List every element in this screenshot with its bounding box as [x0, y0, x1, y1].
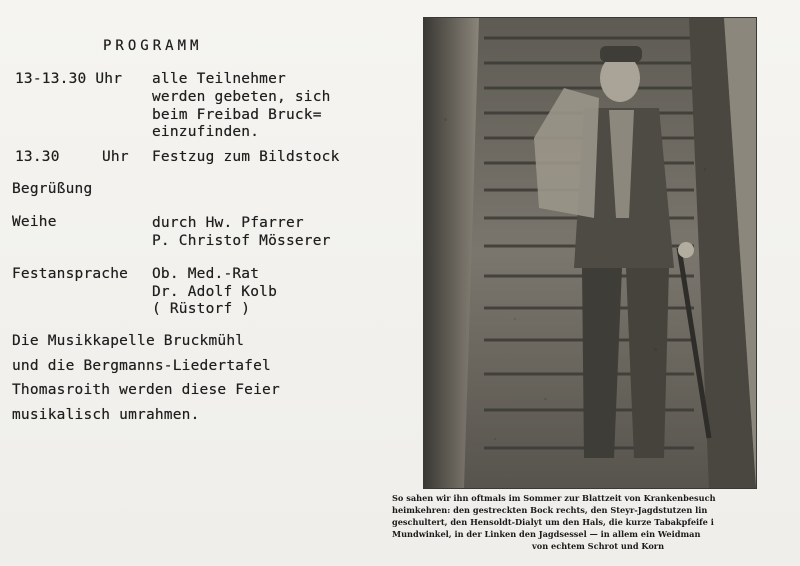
speech-line-2: Dr. Adolf Kolb: [152, 284, 278, 300]
caption-line-2: heimkehren: den gestreckten Bock rechts, den Steyr-Jagdstutzen lin: [392, 505, 708, 515]
row1-line-3: beim Freibad Bruck=: [152, 107, 322, 123]
music-line-2: und die Bergmanns-Liedertafel: [12, 358, 271, 374]
caption-line-1: So sahen wir ihn oftmals im Sommer zur Blattzeit von Krankenbesuch: [392, 493, 716, 503]
row2-unit: Uhr: [102, 149, 129, 165]
music-line-1: Die Musikkapelle Bruckmühl: [12, 333, 245, 349]
speech-label: Festansprache: [12, 266, 129, 282]
consecration-line-1: durch Hw. Pfarrer: [152, 215, 304, 231]
music-line-4: musikalisch umrahmen.: [12, 407, 200, 423]
consecration-line-2: P. Christof Mösserer: [152, 233, 331, 249]
row2-text: Festzug zum Bildstock: [152, 149, 340, 165]
row2-time: 13.30: [15, 149, 60, 165]
caption-line-5: von echtem Schrot und Korn: [532, 541, 665, 551]
photo-caption: [392, 492, 792, 552]
program-title: PROGRAMM: [103, 38, 203, 54]
hunter-photo: [423, 17, 757, 489]
row1-line-1: alle Teilnehmer: [152, 71, 286, 87]
caption-line-3: geschultert, den Hensoldt-Dialyt um den Hals, die kurze Tabakpfeife i: [392, 517, 714, 527]
speech-line-3: ( Rüstorf ): [152, 301, 251, 317]
row1-line-2: werden gebeten, sich: [152, 89, 331, 105]
consecration-label: Weihe: [12, 214, 57, 230]
row1-line-4: einzufinden.: [152, 124, 260, 140]
greeting: Begrüßung: [12, 181, 93, 197]
speech-line-1: Ob. Med.-Rat: [152, 266, 260, 282]
music-line-3: Thomasroith werden diese Feier: [12, 382, 280, 398]
caption-line-4: Mundwinkel, in der Linken den Jagdsessel — in allem ein Weidman: [392, 529, 701, 539]
row1-time: 13-13.30 Uhr: [15, 71, 123, 87]
